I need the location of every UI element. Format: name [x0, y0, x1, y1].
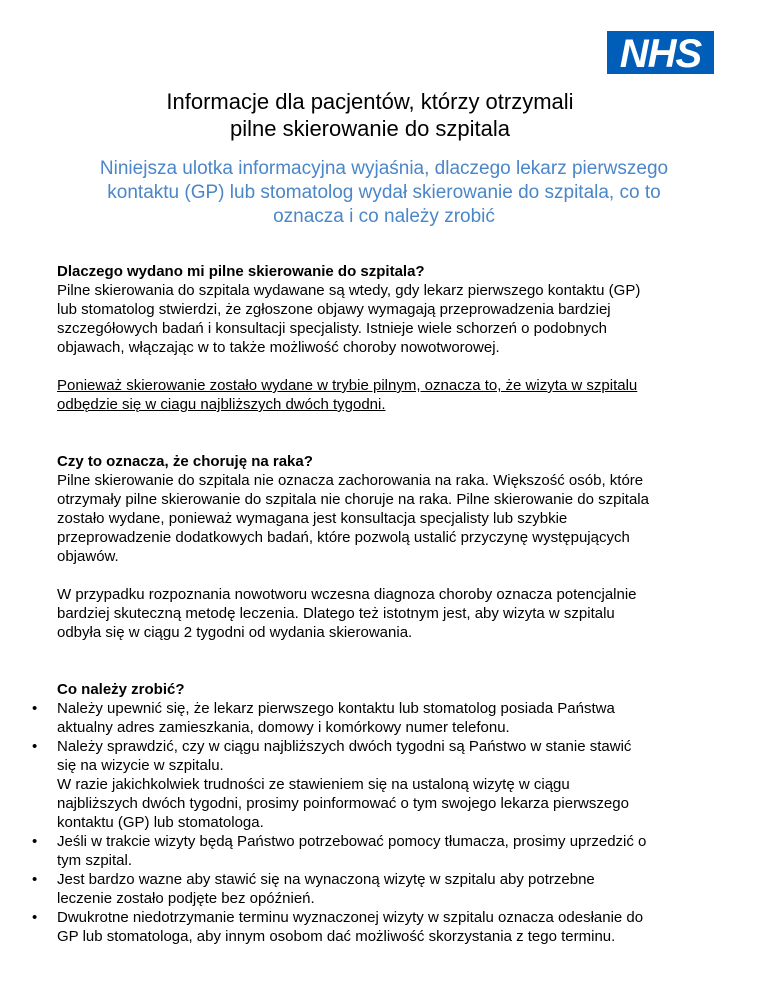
text-line: W razie jakichkolwiek trudności ze stawieniem się na ustaloną wizytę w ciągu	[57, 776, 570, 793]
intro-line-1: Niniejsza ulotka informacyjna wyjaśnia, dlaczego lekarz pierwszego	[99, 158, 669, 179]
text-line: się na wizycie w szpitalu.	[57, 757, 224, 774]
text-line: odbyła się w ciągu 2 tygodni od wydania skierowania.	[57, 624, 413, 641]
title-line-1: Informacje dla pacjentów, którzy otrzymali	[166, 89, 574, 114]
list-item	[32, 832, 727, 870]
bullet: •	[32, 833, 38, 850]
intro-line-3: oznacza i co należy zrobić	[273, 206, 495, 227]
bullet: •	[32, 909, 38, 926]
intro-line-2: kontaktu (GP) lub stomatolog wydał skierowanie do szpitala, co to	[107, 182, 661, 203]
list-item	[32, 908, 727, 946]
section-heading: Dlaczego wydano mi pilne skierowanie do szpitala?	[57, 263, 425, 280]
list-item	[32, 870, 727, 908]
section-heading: Co należy zrobić?	[57, 681, 185, 698]
text-line: bardziej skuteczną metodę leczenia. Dlatego też istotnym jest, aby wizyta w szpitalu	[57, 605, 615, 622]
bullet: •	[32, 738, 38, 755]
text-line: zostało wydane, ponieważ wymagana jest konsultacja specjalisty lub szybkie	[57, 510, 568, 527]
text-line: Należy sprawdzić, czy w ciągu najbliższych dwóch tygodni są Państwo w stanie stawić	[57, 738, 632, 755]
nhs-logo	[607, 31, 714, 74]
underlined-text: Ponieważ skierowanie zostało wydane w trybie pilnym, oznacza to, że wizyta w szpitalu	[57, 377, 638, 394]
text-line: tym szpital.	[57, 852, 133, 869]
text-line: lub stomatolog stwierdzi, że zgłoszone objawy wymagają przeprowadzenia bardziej	[57, 301, 611, 318]
text-line: Pilne skierowanie do szpitala nie oznacza zachorowania na raka. Większość osób, które	[57, 472, 644, 489]
text-line: W przypadku rozpoznania nowotworu wczesna diagnoza choroby oznacza potencjalnie	[57, 586, 637, 603]
text-line: Jest bardzo wazne aby stawić się na wynaczoną wizytę w szpitalu aby potrzebne	[57, 871, 595, 888]
section-heading: Czy to oznacza, że choruję na raka?	[57, 453, 313, 470]
text-line: leczenie zostało podjęte bez opóźnień.	[57, 890, 315, 907]
underlined-text-line	[57, 395, 727, 414]
list-item	[32, 737, 727, 832]
underlined-text: odbędzie się w ciagu najbliższych dwóch tygodni.	[57, 396, 386, 413]
text-line: GP lub stomatologa, aby innym osobom dać możliwość skorzystania z tego terminu.	[57, 928, 616, 945]
text-line: kontaktu (GP) lub stomatologa.	[57, 814, 264, 831]
title-line-2: pilne skierowanie do szpitala	[229, 116, 511, 141]
text-line: Dwukrotne niedotrzymanie terminu wyznaczonej wizyty w szpitalu oznacza odesłanie do	[57, 909, 644, 926]
leaflet-body	[32, 262, 727, 946]
bullet: •	[32, 871, 38, 888]
text-line: objawów.	[57, 548, 119, 565]
underlined-text-line	[57, 376, 727, 395]
text-line: Jeśli w trakcie wizyty będą Państwo potrzebować pomocy tłumacza, prosimy uprzedzić o	[57, 833, 647, 850]
page-title	[0, 88, 768, 142]
intro-text	[40, 157, 728, 229]
text-line: objawach, włączając w to także możliwość choroby nowotworowej.	[57, 339, 500, 356]
text-line: najbliższych dwóch tygodni, prosimy poinformować o tym swojego lekarza pierwszego	[57, 795, 629, 812]
text-line: Pilne skierowania do szpitala wydawane są wtedy, gdy lekarz pierwszego kontaktu (GP)	[57, 282, 641, 299]
text-line: przeprowadzenie dodatkowych badań, które pozwolą ustalić przyczynę występujących	[57, 529, 630, 546]
text-line: aktualny adres zamieszkania, domowy i komórkowy numer telefonu.	[57, 719, 510, 736]
bullet: •	[32, 700, 38, 717]
text-line: szczegółowych badań i konsultacji specjalisty. Istnieje wiele schorzeń o podobnych	[57, 320, 608, 337]
text-line: otrzymały pilne skierowanie do szpitala nie choruje na raka. Pilne skierowanie do szpitala	[57, 491, 649, 508]
list-item	[32, 699, 727, 737]
text-line: Należy upewnić się, że lekarz pierwszego kontaktu lub stomatolog posiada Państwa	[57, 700, 615, 717]
nhs-logo-text: NHS	[619, 32, 702, 74]
